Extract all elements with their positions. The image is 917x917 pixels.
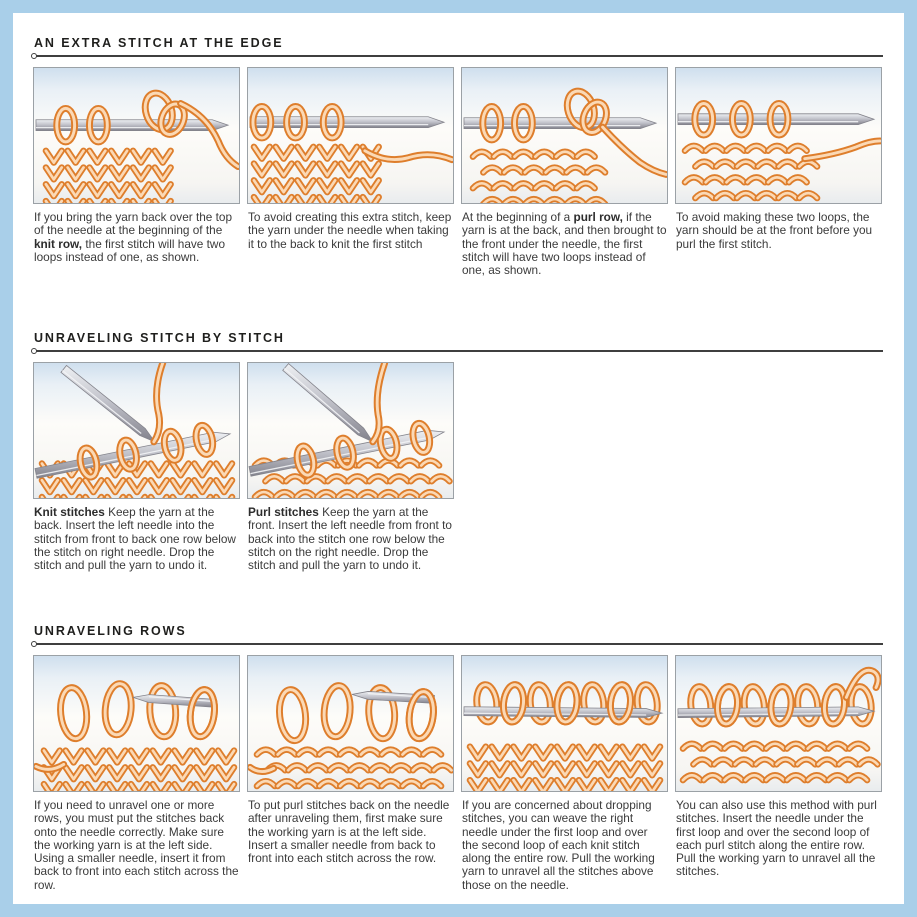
figure-grid — [33, 362, 885, 572]
figure — [461, 67, 668, 277]
book-page — [13, 13, 904, 904]
illustration-unravel-knit-stitch — [33, 362, 240, 499]
figure — [675, 67, 882, 277]
figure-caption: Knit stitches Keep the yarn at the back. Insert the left needle into the stitch from front to back one row below the stitch on right needle. Drop the stitch and pull the yarn to undo it. — [34, 505, 236, 573]
illustration-unravel-purl-stitch — [247, 362, 454, 499]
figure-grid — [33, 67, 885, 277]
illustration-weave-needle-purl — [675, 655, 882, 792]
figure — [247, 67, 454, 277]
figure-caption: If you need to unravel one or more rows, you must put the stitches back onto the needle correctly. Make sure the working yarn is at the left side. Using a smaller needle, insert it from back to front into each stitch across the row. — [34, 798, 239, 892]
figure-caption: To put purl stitches back on the needle after unraveling them, first make sure the working yarn is at the left side. Insert a smaller needle from back to front into each stitch across the row. — [248, 798, 450, 866]
illustration-pickup-knit-stitches — [33, 655, 240, 792]
illustration-pickup-purl-stitches — [247, 655, 454, 792]
rule-dot — [31, 53, 37, 59]
heading-rule — [33, 350, 883, 352]
section-heading: UNRAVELING STITCH BY STITCH — [34, 331, 285, 345]
figure — [247, 655, 454, 892]
rule-dot — [31, 348, 37, 354]
figure-caption: To avoid creating this extra stitch, keep the yarn under the needle when taking it to the back to knit the first stitch — [248, 210, 452, 251]
figure — [247, 362, 454, 572]
figure — [33, 362, 240, 572]
figure-caption: Purl stitches Keep the yarn at the front. Insert the left needle from front to back into the stitch one row below the stitch on the right needle. Drop the stitch and pull the yarn to undo it. — [248, 505, 452, 573]
figure-caption: You can also use this method with purl stitches. Insert the needle under the first loop and over the second loop of each purl stitch along the entire row. Pull the working yarn to unravel all the stitches. — [676, 798, 877, 879]
illustration-purl-two-loops — [461, 67, 668, 204]
figure — [461, 655, 668, 892]
section-heading: AN EXTRA STITCH AT THE EDGE — [34, 36, 284, 50]
heading-rule — [33, 55, 883, 57]
figure — [675, 655, 882, 892]
section-extra-stitch — [33, 36, 885, 277]
section-unravel-stitch — [33, 331, 885, 572]
illustration-purl-yarn-front — [675, 67, 882, 204]
figure-caption: If you bring the yarn back over the top of the needle at the beginning of the knit row, the first stitch will have two loops instead of one, as shown. — [34, 210, 233, 264]
heading-rule — [33, 643, 883, 645]
section-heading: UNRAVELING ROWS — [34, 624, 187, 638]
illustration-knit-yarn-under — [247, 67, 454, 204]
section-unravel-rows — [33, 624, 885, 892]
rule-dot — [31, 641, 37, 647]
figure-caption: At the beginning of a purl row, if the yarn is at the back, and then brought to the front under the needle, the first stitch will have two loops instead of one, as shown. — [462, 210, 667, 278]
figure — [33, 67, 240, 277]
illustration-weave-needle-knit — [461, 655, 668, 792]
illustration-knit-extra-loop — [33, 67, 240, 204]
figure-caption: If you are concerned about dropping stitches, you can weave the right needle under the first loop and over the second loop of each knit stitch along the entire row. Pull the working yarn to unravel all the stitches above those on the needle. — [462, 798, 655, 892]
figure-caption: To avoid making these two loops, the yarn should be at the front before you purl the first stitch. — [676, 210, 873, 251]
figure-grid — [33, 655, 885, 892]
figure — [33, 655, 240, 892]
